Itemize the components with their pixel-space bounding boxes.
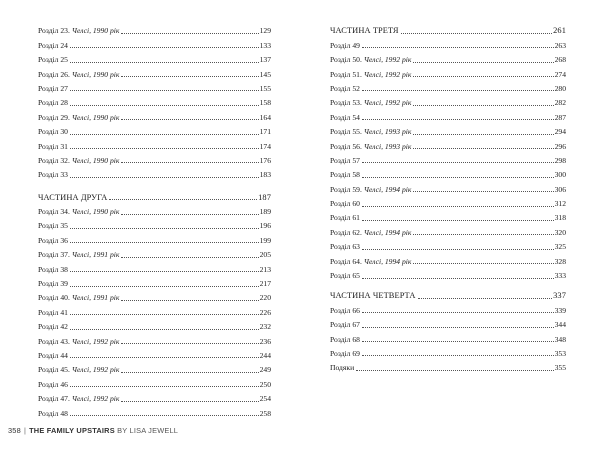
toc-entry-label: [330, 257, 411, 266]
toc-entry: [330, 222, 566, 236]
toc-page-number: 250: [259, 379, 271, 389]
toc-page-number: 280: [554, 83, 566, 93]
dot-leader: [70, 415, 259, 416]
chapter-title: Розділ 63: [330, 242, 360, 252]
chapter-title: Розділ 54: [330, 112, 360, 122]
toc-page-number: 129: [259, 26, 271, 36]
dot-leader: [121, 300, 258, 301]
toc-entry: [38, 165, 271, 179]
toc-entry: [38, 230, 271, 244]
dot-leader: [418, 298, 553, 299]
chapter-title: Розділ 61: [330, 213, 360, 223]
toc-entry: [38, 202, 271, 216]
toc-entry-label: [330, 70, 411, 79]
chapter-subtitle: Челсі, 1992 рік: [363, 55, 412, 65]
chapter-title: Розділ 50.: [330, 55, 362, 65]
dot-leader: [121, 214, 258, 215]
toc-entry-label: [38, 279, 68, 288]
toc-entry: [38, 64, 271, 78]
chapter-title: Подяки: [330, 363, 355, 373]
dot-leader: [413, 76, 553, 77]
toc-entry: [38, 360, 271, 374]
chapter-subtitle: Челсі, 1990 рік: [71, 26, 120, 36]
toc-entry-label: [330, 127, 411, 136]
toc-page-number: 244: [259, 350, 271, 360]
chapter-title: Розділ 64.: [330, 256, 362, 266]
chapter-title: Розділ 46: [38, 379, 68, 389]
dot-leader: [413, 62, 553, 63]
chapter-title: Розділ 47.: [38, 394, 70, 404]
chapter-subtitle: Челсі, 1990 рік: [71, 155, 120, 165]
toc-entry-label: [330, 363, 354, 372]
chapter-title: Розділ 41: [38, 307, 68, 317]
chapter-title: ЧАСТИНА ДРУГА: [38, 192, 108, 202]
chapter-subtitle: Челсі, 1991 рік: [71, 250, 120, 260]
chapter-title: Розділ 39: [38, 279, 68, 289]
toc-entry-label: [330, 213, 360, 222]
chapter-subtitle: Челсі, 1992 рік: [71, 336, 120, 346]
toc-entry: [330, 329, 566, 343]
toc-entry-label: [38, 337, 119, 346]
toc-entry: [330, 266, 566, 280]
dot-leader: [70, 357, 259, 358]
dot-leader: [121, 162, 258, 163]
toc-entry: [38, 274, 271, 288]
dot-leader: [121, 76, 258, 77]
toc-part-heading: [330, 286, 566, 300]
toc-entry-label: [330, 228, 411, 237]
toc-entry: [330, 151, 566, 165]
chapter-title: Розділ 60: [330, 199, 360, 209]
dot-leader: [70, 314, 259, 315]
chapter-title: Розділ 48: [38, 408, 68, 418]
dot-leader: [121, 33, 258, 34]
dot-leader: [70, 242, 259, 243]
toc-entry-label: [38, 207, 119, 216]
toc-entry-label: [38, 394, 119, 403]
toc-entry: [330, 300, 566, 314]
chapter-title: Розділ 53.: [330, 98, 362, 108]
toc-entry: [38, 288, 271, 302]
toc-entry: [38, 302, 271, 316]
toc-entry-label: [330, 84, 360, 93]
page-footer: [8, 426, 178, 435]
dot-leader: [121, 119, 258, 120]
toc-page-number: 258: [259, 408, 271, 418]
dot-leader: [362, 355, 554, 356]
toc-page-number: 339: [554, 305, 566, 315]
toc-entry-label: [330, 291, 416, 300]
toc-page-number: 199: [259, 235, 271, 245]
dot-leader: [70, 386, 259, 387]
toc-page-number: 217: [259, 279, 271, 289]
toc-page-number: 145: [259, 69, 271, 79]
toc-entry-label: [38, 55, 68, 64]
toc-page-number: 232: [259, 322, 271, 332]
toc-entry-label: [330, 271, 360, 280]
toc-page-number: 133: [259, 40, 271, 50]
chapter-title: Розділ 51.: [330, 69, 362, 79]
chapter-title: Розділ 68: [330, 334, 360, 344]
toc-page-number: 300: [554, 170, 566, 180]
toc-page-number: 196: [259, 221, 271, 231]
toc-entry-label: [38, 322, 68, 331]
dot-leader: [121, 257, 258, 258]
toc-entry-label: [330, 113, 360, 122]
dot-leader: [121, 401, 258, 402]
toc-page-number: 312: [554, 199, 566, 209]
chapter-subtitle: Челсі, 1992 рік: [363, 69, 412, 79]
dot-leader: [362, 162, 554, 163]
dot-leader: [362, 327, 554, 328]
toc-page-number: 220: [259, 293, 271, 303]
chapter-title: Розділ 25: [38, 55, 68, 65]
toc-entry: [38, 35, 271, 49]
dot-leader: [70, 271, 259, 272]
toc-entry-label: [38, 98, 68, 107]
toc-page-number: 337: [553, 291, 566, 301]
chapter-subtitle: Челсі, 1990 рік: [71, 69, 120, 79]
dot-leader: [362, 177, 554, 178]
toc-entry: [38, 107, 271, 121]
toc-entry: [38, 259, 271, 273]
dot-leader: [70, 286, 259, 287]
toc-page-number: 298: [554, 155, 566, 165]
dot-leader: [413, 191, 553, 192]
toc-entry-label: [38, 26, 119, 35]
toc-page-number: 268: [554, 55, 566, 65]
chapter-subtitle: Челсі, 1994 рік: [363, 184, 412, 194]
toc-page-number: 274: [554, 69, 566, 79]
chapter-title: Розділ 44: [38, 350, 68, 360]
toc-page-number: 226: [259, 307, 271, 317]
toc-entry-label: [330, 156, 360, 165]
dot-leader: [121, 343, 258, 344]
dot-leader: [362, 312, 554, 313]
toc-part-heading: [330, 21, 566, 35]
chapter-title: Розділ 36: [38, 235, 68, 245]
chapter-subtitle: Челсі, 1992 рік: [71, 365, 120, 375]
toc-entry: [330, 208, 566, 222]
toc-entry-label: [38, 193, 107, 202]
toc-entry-label: [38, 221, 68, 230]
dot-leader: [70, 329, 259, 330]
toc-entry: [330, 50, 566, 64]
chapter-subtitle: Челсі, 1990 рік: [71, 207, 120, 217]
chapter-title: Розділ 69: [330, 348, 360, 358]
chapter-title: Розділ 29.: [38, 112, 70, 122]
dot-leader: [70, 148, 259, 149]
toc-page-number: 294: [554, 127, 566, 137]
toc-entry-label: [330, 320, 360, 329]
dot-leader: [362, 220, 554, 221]
toc-page-number: 189: [259, 207, 271, 217]
chapter-title: Розділ 26.: [38, 69, 70, 79]
dot-leader: [70, 105, 259, 106]
toc-page-number: 249: [259, 365, 271, 375]
chapter-title: Розділ 42: [38, 322, 68, 332]
toc-entry: [38, 79, 271, 93]
dot-leader: [70, 134, 259, 135]
toc-entry: [38, 93, 271, 107]
toc-page-number: 333: [554, 271, 566, 281]
toc-page-number: 353: [554, 348, 566, 358]
toc-entry: [330, 358, 566, 372]
toc-entry: [330, 179, 566, 193]
toc-entry-label: [330, 55, 411, 64]
toc-entry: [38, 403, 271, 417]
toc-entry: [330, 315, 566, 329]
toc-page-number: 287: [554, 112, 566, 122]
dot-leader: [413, 134, 553, 135]
chapter-title: Розділ 40.: [38, 293, 70, 303]
dot-leader: [362, 47, 554, 48]
chapter-title: Розділ 43.: [38, 336, 70, 346]
chapter-title: Розділ 58: [330, 170, 360, 180]
chapter-title: Розділ 35: [38, 221, 68, 231]
chapter-title: Розділ 28: [38, 98, 68, 108]
toc-entry: [38, 374, 271, 388]
toc-entry: [330, 122, 566, 136]
toc-page-number: 236: [259, 336, 271, 346]
toc-entry-label: [38, 293, 119, 302]
toc-left-column: [38, 21, 271, 418]
toc-page-number: 213: [259, 264, 271, 274]
toc-page-number: 261: [553, 26, 566, 36]
toc-entry: [38, 50, 271, 64]
chapter-title: Розділ 33: [38, 170, 68, 180]
dot-leader: [356, 370, 553, 371]
chapter-subtitle: Челсі, 1990 рік: [71, 112, 120, 122]
chapter-title: Розділ 52: [330, 83, 360, 93]
toc-entry-label: [38, 84, 68, 93]
dot-leader: [70, 47, 259, 48]
chapter-title: Розділ 27: [38, 83, 68, 93]
chapter-title: Розділ 34.: [38, 207, 70, 217]
toc-part-heading: [38, 187, 271, 201]
toc-page-number: 176: [259, 155, 271, 165]
toc-entry: [38, 122, 271, 136]
chapter-subtitle: Челсі, 1992 рік: [363, 98, 412, 108]
toc-entry: [330, 107, 566, 121]
dot-leader: [362, 119, 554, 120]
toc-entry-label: [38, 142, 68, 151]
toc-page-number: 164: [259, 112, 271, 122]
dot-leader: [413, 263, 553, 264]
toc-entry-label: [38, 170, 68, 179]
toc-entry: [330, 344, 566, 358]
toc-entry: [38, 331, 271, 345]
toc-entry-label: [38, 380, 68, 389]
toc-page-number: 137: [259, 55, 271, 65]
toc-entry-label: [330, 306, 360, 315]
toc-entry: [330, 64, 566, 78]
chapter-title: Розділ 56.: [330, 141, 362, 151]
toc-page-number: 254: [259, 394, 271, 404]
chapter-title: Розділ 57: [330, 155, 360, 165]
toc-entry: [330, 136, 566, 150]
toc-entry: [330, 251, 566, 265]
chapter-subtitle: Челсі, 1992 рік: [71, 394, 120, 404]
chapter-title: Розділ 49: [330, 40, 360, 50]
toc-entry-label: [330, 199, 360, 208]
toc-entry-label: [38, 409, 68, 418]
chapter-title: Розділ 67: [330, 320, 360, 330]
toc-entry-label: [38, 236, 68, 245]
toc-entry: [330, 194, 566, 208]
dot-leader: [413, 234, 553, 235]
toc-page-number: 355: [554, 363, 566, 373]
toc-page-number: 325: [554, 242, 566, 252]
toc-entry: [330, 237, 566, 251]
chapter-title: Розділ 31: [38, 141, 68, 151]
toc-page-number: 187: [258, 192, 271, 202]
dot-leader: [413, 148, 553, 149]
dot-leader: [70, 177, 259, 178]
dot-leader: [362, 278, 554, 279]
chapter-title: Розділ 23.: [38, 26, 70, 36]
toc-right-column: [330, 21, 566, 372]
toc-entry: [330, 79, 566, 93]
dot-leader: [362, 206, 554, 207]
toc-entry-label: [38, 265, 68, 274]
toc-entry-label: [38, 250, 119, 259]
toc-page-number: 348: [554, 334, 566, 344]
dot-leader: [362, 90, 554, 91]
dot-leader: [70, 62, 259, 63]
toc-entry: [38, 245, 271, 259]
chapter-subtitle: Челсі, 1993 рік: [363, 141, 412, 151]
toc-entry: [38, 151, 271, 165]
toc-entry-label: [38, 351, 68, 360]
book-title: THE FAMILY UPSTAIRS: [29, 426, 115, 435]
toc-entry-label: [38, 156, 119, 165]
toc-page-number: 158: [259, 98, 271, 108]
chapter-title: Розділ 62.: [330, 227, 362, 237]
chapter-title: Розділ 37.: [38, 250, 70, 260]
page-number: 358: [8, 426, 21, 435]
chapter-title: Розділ 24: [38, 40, 68, 50]
toc-entry: [330, 93, 566, 107]
chapter-title: Розділ 66: [330, 305, 360, 315]
author-name: BY LISA JEWELL: [117, 426, 179, 435]
toc-page-number: 328: [554, 256, 566, 266]
toc-entry-label: [330, 26, 399, 35]
toc-entry-label: [330, 142, 411, 151]
chapter-subtitle: Челсі, 1994 рік: [363, 256, 412, 266]
chapter-title: Розділ 32.: [38, 155, 70, 165]
toc-entry: [38, 21, 271, 35]
chapter-title: Розділ 55.: [330, 127, 362, 137]
chapter-title: Розділ 59.: [330, 184, 362, 194]
toc-entry: [38, 346, 271, 360]
toc-entry: [38, 136, 271, 150]
toc-entry-label: [38, 308, 68, 317]
dot-leader: [70, 90, 259, 91]
toc-entry: [38, 317, 271, 331]
chapter-title: Розділ 45.: [38, 365, 70, 375]
toc-entry-label: [330, 170, 360, 179]
chapter-title: Розділ 38: [38, 264, 68, 274]
chapter-subtitle: Челсі, 1991 рік: [71, 293, 120, 303]
toc-page-number: 320: [554, 227, 566, 237]
toc-page-number: 155: [259, 83, 271, 93]
chapter-title: ЧАСТИНА ЧЕТВЕРТА: [330, 291, 416, 301]
dot-leader: [109, 199, 257, 200]
toc-entry-label: [330, 349, 360, 358]
toc-page-number: 171: [259, 127, 271, 137]
toc-entry-label: [38, 365, 119, 374]
footer-separator: |: [23, 426, 27, 435]
dot-leader: [121, 372, 258, 373]
dot-leader: [362, 249, 554, 250]
dot-leader: [401, 33, 553, 34]
toc-entry-label: [330, 41, 360, 50]
toc-page-number: 183: [259, 170, 271, 180]
toc-entry: [330, 165, 566, 179]
toc-entry-label: [38, 127, 68, 136]
toc-entry-label: [38, 41, 68, 50]
dot-leader: [413, 105, 553, 106]
toc-entry: [38, 216, 271, 230]
toc-page-number: 263: [554, 40, 566, 50]
toc-entry-label: [38, 70, 119, 79]
toc-entry-label: [330, 185, 411, 194]
toc-entry-label: [330, 242, 360, 251]
toc-entry-label: [38, 113, 119, 122]
toc-entry-label: [330, 98, 411, 107]
toc-entry-label: [330, 335, 360, 344]
toc-page-number: 306: [554, 184, 566, 194]
chapter-title: ЧАСТИНА ТРЕТЯ: [330, 26, 399, 36]
dot-leader: [362, 341, 554, 342]
dot-leader: [70, 228, 259, 229]
toc-entry: [330, 35, 566, 49]
toc-page-number: 318: [554, 213, 566, 223]
chapter-subtitle: Челсі, 1994 рік: [363, 227, 412, 237]
toc-page-number: 296: [554, 141, 566, 151]
toc-page-number: 205: [259, 250, 271, 260]
toc-entry: [38, 389, 271, 403]
toc-page-number: 344: [554, 320, 566, 330]
toc-page-number: 282: [554, 98, 566, 108]
chapter-title: Розділ 65: [330, 271, 360, 281]
toc-page-number: 174: [259, 141, 271, 151]
chapter-subtitle: Челсі, 1993 рік: [363, 127, 412, 137]
chapter-title: Розділ 30: [38, 127, 68, 137]
